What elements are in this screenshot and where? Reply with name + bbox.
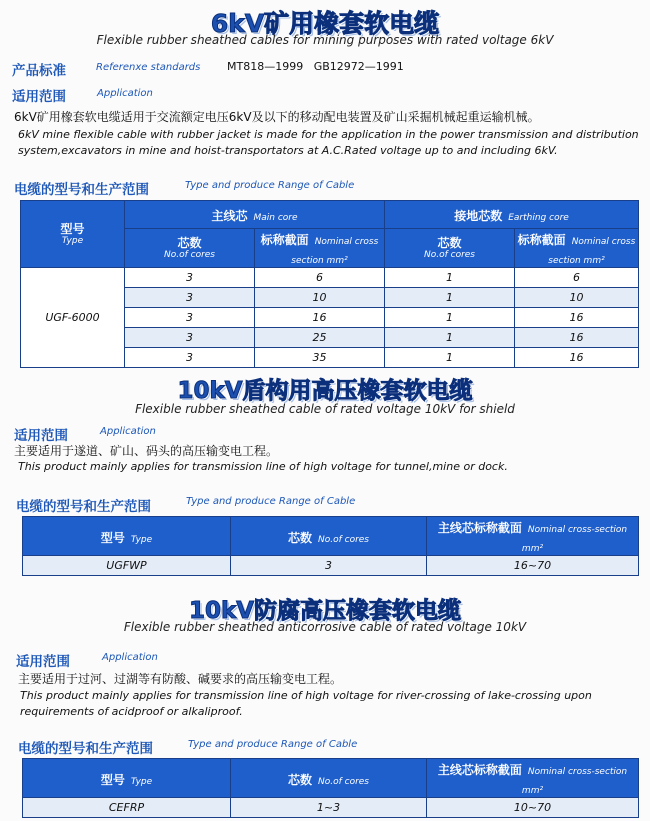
range-label-en: Type and produce Range of Cable — [186, 496, 356, 507]
table-row — [21, 268, 639, 288]
table-cell: 3 — [125, 328, 255, 348]
application-text-en: This product mainly applies for transmission line of high voltage for river-crossing of lake-crossing upon requirements of acidproof or alkaliproof. — [20, 689, 592, 718]
table-cell: 16 — [515, 308, 639, 328]
cable-spec-table-shield — [22, 516, 639, 576]
table-cell: 3 — [125, 308, 255, 328]
application-text-cn: 主要适用于过河、过湖等有防酸、碱要求的高压输变电工程。 — [18, 672, 343, 686]
table-row — [23, 798, 639, 818]
table-cell: 10 — [255, 288, 385, 308]
earth-cores-header: 芯数 No.of cores — [385, 229, 515, 268]
table-cell: 16 — [515, 328, 639, 348]
table-cell: 3 — [125, 288, 255, 308]
section-cell: 10~70 — [427, 798, 639, 818]
application-label-cn: 适用范围 — [12, 89, 66, 105]
cable-spec-table-anticorrosive — [22, 758, 639, 818]
standard-label-en: Referenxe standards — [96, 62, 201, 73]
table-cell: 16 — [255, 308, 385, 328]
type-header: 型号 Type — [23, 759, 231, 798]
range-label-en: Type and produce Range of Cable — [185, 180, 355, 191]
standard-value: MT818—1999 GB12972—1991 — [227, 60, 404, 73]
table-cell: 1 — [385, 328, 515, 348]
model-cell: CEFRP — [23, 798, 231, 818]
range-label-en: Type and produce Range of Cable — [188, 739, 358, 750]
table-cell: 35 — [255, 348, 385, 368]
application-label-cn: 适用范围 — [16, 654, 70, 670]
section1-subtitle: Flexible rubber sheathed cables for mining purposes with rated voltage 6kV — [96, 33, 554, 47]
table-cell: 25 — [255, 328, 385, 348]
cores-header: 芯数 No.of cores — [231, 517, 427, 556]
table-cell: 1 — [385, 348, 515, 368]
section-header: 主线芯标称截面 Nominal cross-section mm² — [427, 517, 639, 556]
table-cell: 1 — [385, 268, 515, 288]
cable-spec-table-6kv — [20, 200, 639, 368]
table-cell: 3 — [125, 348, 255, 368]
type-header: 型号 Type — [23, 517, 231, 556]
application-label-en: Application — [97, 88, 153, 99]
range-label-cn: 电缆的型号和生产范围 — [14, 182, 149, 198]
table-cell: 6 — [255, 268, 385, 288]
application-text-en: 6kV mine flexible cable with rubber jacket is made for the application in the power transmission and distribution system,excavators in mine and hoist-transportators at A.C.Rated voltage up to and including 6kV. — [18, 128, 639, 157]
table-row — [23, 556, 639, 576]
section3-subtitle: Flexible rubber sheathed anticorrosive cable of rated voltage 10kV — [123, 620, 527, 634]
standard-label-cn: 产品标准 — [12, 63, 66, 79]
cores-header: 芯数 No.of cores — [231, 759, 427, 798]
cores-cell: 3 — [231, 556, 427, 576]
earth-section-header: 标称截面 Nominal cross section mm² — [515, 229, 639, 268]
table-cell: 1 — [385, 308, 515, 328]
model-cell: UGFWP — [23, 556, 231, 576]
section-cell: 16~70 — [427, 556, 639, 576]
table-cell: 6 — [515, 268, 639, 288]
section2-subtitle: Flexible rubber sheathed cable of rated voltage 10kV for shield — [135, 402, 515, 416]
table-cell: 3 — [125, 268, 255, 288]
cores-cell: 1~3 — [231, 798, 427, 818]
range-label-cn: 电缆的型号和生产范围 — [16, 499, 151, 515]
section-header: 主线芯标称截面 Nominal cross-section mm² — [427, 759, 639, 798]
table-cell: 1 — [385, 288, 515, 308]
application-label-en: Application — [102, 652, 158, 663]
model-cell: UGF-6000 — [21, 268, 125, 368]
section3-title: 10kV防腐高压橡套软电缆 — [188, 598, 462, 624]
application-text-en: This product mainly applies for transmission line of high voltage for tunnel,mine or dock. — [18, 460, 508, 473]
application-text-cn: 主要适用于遂道、矿山、码头的高压输变电工程。 — [14, 444, 279, 458]
main-section-header: 标称截面 Nominal cross section mm² — [255, 229, 385, 268]
application-text-cn: 6kV矿用橡套软电缆适用于交流额定电压6kV及以下的移动配电装置及矿山采掘机械起重运输机械。 — [14, 110, 540, 124]
earth-core-header: 接地芯数 Earthing core — [385, 201, 639, 229]
section1-title: 6kV矿用橡套软电缆 — [210, 9, 440, 38]
main-core-header: 主线芯 Main core — [125, 201, 385, 229]
type-header: 型号 Type — [21, 201, 125, 268]
section2-title: 10kV盾构用高压橡套软电缆 — [177, 378, 473, 404]
application-label-cn: 适用范围 — [14, 428, 68, 444]
table-cell: 16 — [515, 348, 639, 368]
application-label-en: Application — [100, 426, 156, 437]
main-cores-header: 芯数 No.of cores — [125, 229, 255, 268]
table-cell: 10 — [515, 288, 639, 308]
range-label-cn: 电缆的型号和生产范围 — [18, 741, 153, 757]
